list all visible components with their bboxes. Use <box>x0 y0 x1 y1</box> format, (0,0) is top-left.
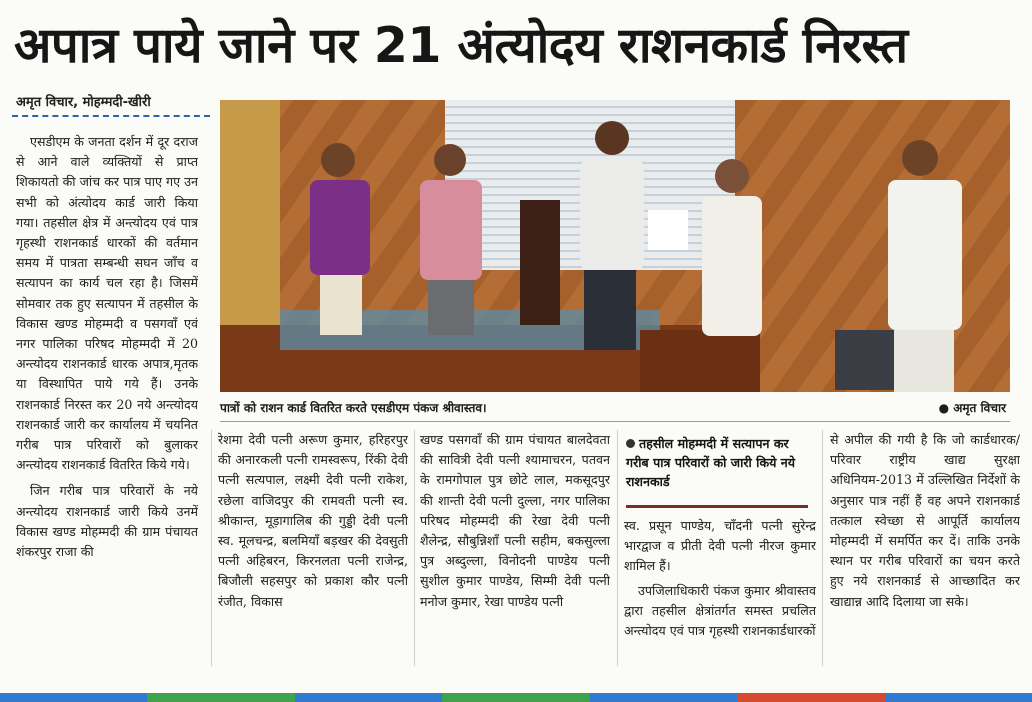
footer-color-segment <box>885 693 1032 702</box>
subhead-text: तहसील मोहम्मदी में सत्यापन कर गरीब पात्र परिवारों को जारी किये नये राशनकार्ड <box>626 436 796 489</box>
article-paragraph: रेशमा देवी पत्नी अरूण कुमार, हरिहरपुर की अनारकली पत्नी रामस्वरूप, रिंकी देवी पत्नी सत्यपाल, लक्ष्मी देवी पत्नी राकेश, रछेला वाजिदपुर की रामवती पत्नी स्व. श्रीकान्त, मूड़ागालिब की गुड्डी देवी पत्नी स्व. मूलचन्द्र, बलमियाँ बड़खर की देवसुती पत्नी अहिबरन, किरनलता पत्नी राजेन्द्र, बिजौली सहसपुर को प्रकाश कौर पत्नी रंजीत, विकास <box>218 432 408 609</box>
footer-color-segment <box>295 693 442 702</box>
article-column-4 <box>624 516 816 666</box>
office-chair <box>520 200 560 325</box>
footer-color-segment <box>147 693 294 702</box>
headline: अपात्र पाये जाने पर 21 अंत्योदय राशनकार्ड निरस्त <box>14 17 908 74</box>
footer-color-segment <box>590 693 737 702</box>
article-paragraph: खण्ड पसगवाँ की ग्राम पंचायत बालदेवता की सावित्री देवी पत्नी श्यामाचरन, पतवन के रामगोपाल पुत्र छोटे लाल, मकसूदपुर की शान्ती देवी पत्नी दुल्ला, नगर पालिका परिषद मोहम्मदी की रेखा देवी पत्नी शैलेन्द्र, सौबुन्निशाँ पत्नी सहीम, बकसुल्ला पुत्र अब्दुल्ला, विनोदनी पाण्डेय पत्नी सुशील कुमार पाण्डेय, सिम्मी देवी पत्नी मनोज कुमार, रेखा पाण्डेय पत्नी <box>420 432 610 609</box>
article-column-5 <box>830 430 1020 666</box>
office-scene-illustration <box>220 100 1010 392</box>
ration-card-paper <box>648 210 688 250</box>
article-paragraph: उपजिलाधिकारी पंकज कुमार श्रीवास्तव द्वारा तहसील क्षेत्रांतर्गत समस्त प्रचलित अन्त्योदय एवं पात्र गृहस्थी राशनकार्डधारकों <box>624 582 816 639</box>
dateline: अमृत विचार, मोहम्मदी-खीरी <box>16 95 151 110</box>
desk-side <box>640 330 760 392</box>
dateline-rule <box>12 115 210 117</box>
column-divider <box>414 430 415 666</box>
footer-color-segment <box>0 693 147 702</box>
news-photo <box>220 100 1010 392</box>
article-paragraph: स्व. प्रसून पाण्डेय, चाँदनी पत्नी सुरेन्द्र भारद्वाज व प्रीती देवी पत्नी नीरज कुमार शामिल हैं। <box>624 518 816 574</box>
photo-credit: ● अमृत विचार <box>938 401 1006 415</box>
article-column-1 <box>16 132 198 664</box>
article-paragraph: जिन गरीब पात्र परिवारों के नये अन्त्योदय राशनकार्ड जारी किये उनमें विकास खण्ड मोहम्मदी की ग्राम पंचायत शंकरपुर राजा की <box>16 483 198 560</box>
subhead-rule <box>626 505 808 508</box>
bullet-icon <box>626 439 635 448</box>
printer <box>835 330 895 390</box>
footer-color-segment <box>737 693 884 702</box>
caption-rule <box>220 421 1010 422</box>
column-divider <box>617 430 618 666</box>
photo-caption <box>220 396 1010 420</box>
article-column-3 <box>420 430 610 666</box>
column-divider <box>822 430 823 666</box>
article-paragraph: एसडीएम के जनता दर्शन में दूर दराज से आने वाले व्यक्तियों से प्राप्त शिकायतो की जांच कर पात्र पाए गए उन सभी को अंत्योदय कार्ड जारी किया गया। तहसील क्षेत्र में अन्त्योदय एवं पात्र गृहस्थी राशनकार्ड धारकों की वर्तमान समय में पात्रता सम्बन्धी सघन जाँच व सत्यापन का कार्य चल रहा है। जिसमें सोमवार तक हुए सत्यापन में तहसील के विकास खण्ड मोहम्मदी व पसगवाँ एवं नगर पालिका परिषद मोहम्मदी में 20 अन्त्योदय राशनकार्ड धारक अपात्र,मृतक या विस्थापित पाये गये हैं। उनके राशनकार्ड निरस्त कर 20 नये अन्त्योदय राशनकार्ड जारी कर कार्यालय में चयनित गरीब पात्र परिवारों को बुलाकर अन्त्योदय राशनकार्ड वितरित किये गये। <box>16 134 198 473</box>
footer-color-bar <box>0 693 1032 702</box>
caption-text: पात्रों को राशन कार्ड वितरित करते एसडीएम पंकज श्रीवास्तव। <box>220 401 487 415</box>
article-paragraph: से अपील की गयी है कि जो कार्डधारक/परिवार राष्ट्रीय खाद्य सुरक्षा अधिनियम-2013 में उल्लिखित निर्देशों के अनुसार पात्र नहीं हैं वह अपने राशनकार्ड तत्काल स्वेच्छा से आपूर्ति कार्यालय मोहम्मदी में समर्पित कर दें। ताकि उनके स्थान पर गरीब परिवारों का चयन करते हुए नये राशनकार्ड से आच्छादित कर खाद्यान्न आदि दिलाया जा सके। <box>830 432 1020 609</box>
subhead <box>626 434 808 491</box>
footer-color-segment <box>442 693 589 702</box>
article-column-2 <box>218 430 408 666</box>
column-divider <box>211 430 212 666</box>
